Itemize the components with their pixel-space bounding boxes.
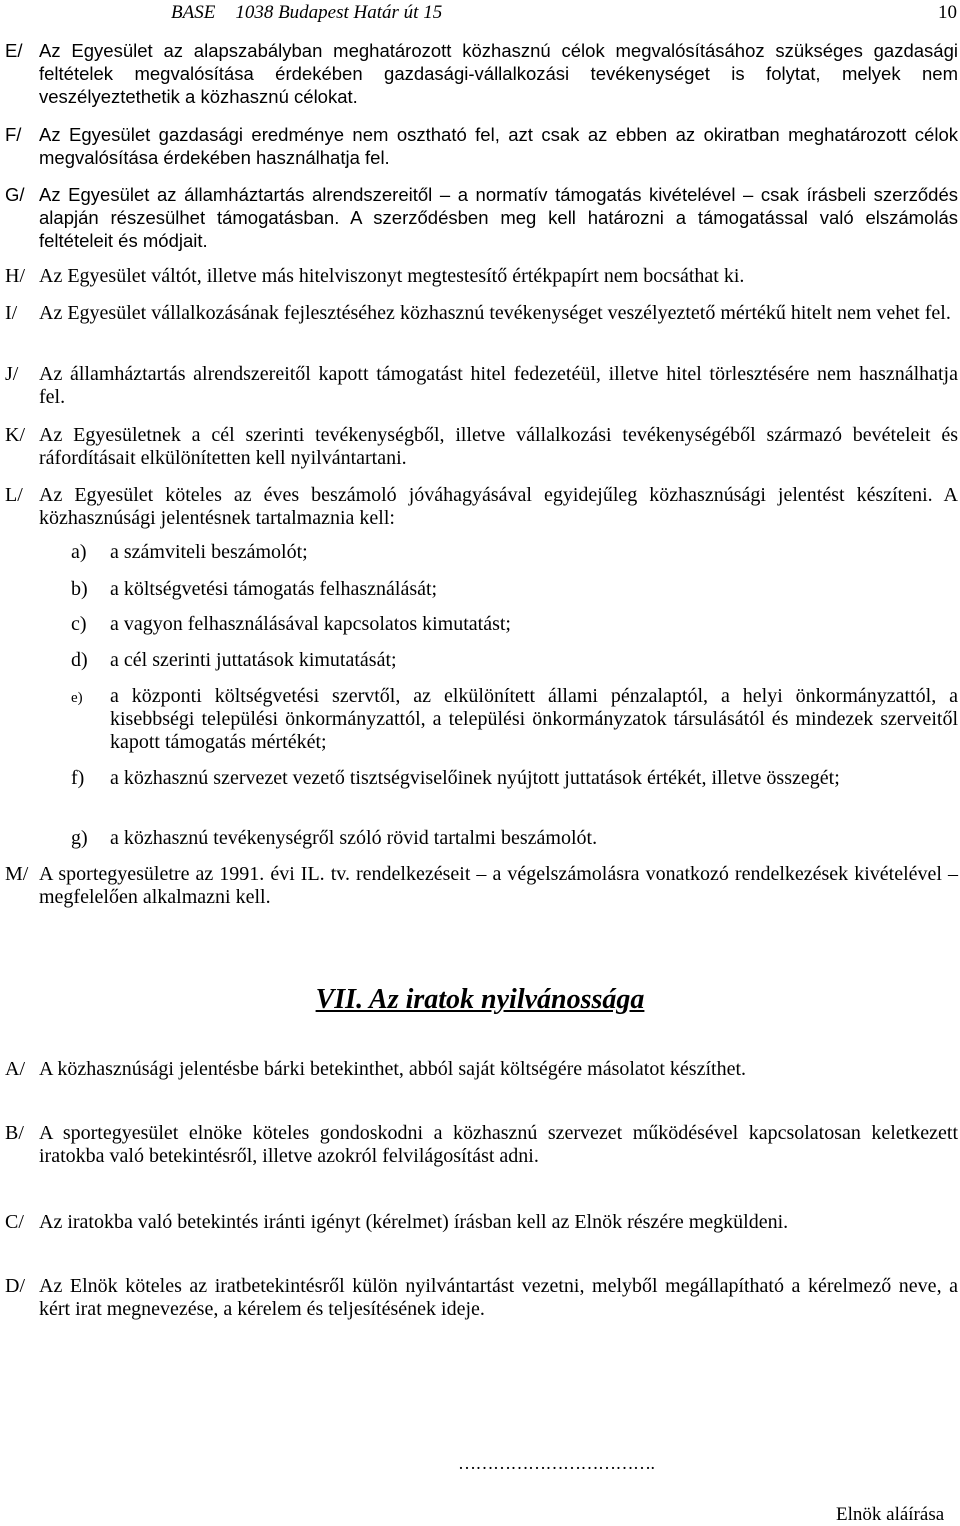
paragraph-label: A/ [5,1058,25,1080]
paragraph-text: Az Egyesület az államháztartás alrendszereitől – a normatív támogatás kivételével – csak írásbeli szerződés alapján részesülhet támogatásban. A szerződésben meg kell határozni a támogatással való elszámolás feltételeit és módjait. [39,184,958,251]
paragraph-label: C/ [5,1211,24,1233]
paragraph-label: I/ [5,302,18,324]
paragraph-label: G/ [5,184,25,205]
paragraph-label: J/ [5,363,19,385]
paragraph-text: Az Egyesület vállalkozásának fejlesztéséhez közhasznú tevékenységet veszélyeztető mértékű hitelt nem vehet fel. [39,302,951,324]
paragraph-label: F/ [5,124,22,145]
paragraph-text: A sportegyesületre az 1991. évi IL. tv. rendelkezéseit – a végelszámolásra vonatkozó rendelkezések kivételével – megfelelően alkalmazni kell. [39,863,958,908]
paragraph-text: Az iratokba való betekintés iránti igényt (kérelmet) írásban kell az Elnök részére megküldeni. [39,1211,789,1233]
list-item-text: a közhasznú szervezet vezető tisztségviselőinek nyújtott juttatások értékét, illetve összegét; [110,767,840,789]
list-item-text: a cél szerinti juttatások kimutatását; [110,649,397,671]
list-item-label: g) [71,827,88,849]
list-item-text: a központi költségvetési szervtől, az elkülönített állami pénzalaptól, a helyi önkormányzattól, a kisebbségi települési önkormányzattól, a települési önkormányzatok társulásától és mindezek szerveitől kapott támogatás mértékét; [110,685,958,753]
paragraph-text: Az Egyesület váltót, illetve más hitelviszonyt megtestesítő értékpapírt nem bocsáthat ki. [39,265,745,287]
paragraph-text: Az államháztartás alrendszereitől kapott támogatást hitel fedezetéül, illetve hitel törlesztésére nem használhatja fel. [39,363,958,408]
section-heading [0,983,960,1017]
header-org: BASE [171,2,216,23]
header-street: 1038 Budapest Határ út 15 [235,2,443,23]
paragraph-text: Az Egyesület az alapszabályban meghatározott közhasznú célok megvalósításához szükséges gazdasági feltételek megvalósítása érdekében gazdasági-vállalkozási tevékenységet is folytat, melyek nem veszélyeztethetik a közhasznú célokat. [39,40,958,107]
paragraph-label: E/ [5,40,23,61]
paragraph-text: Az Egyesületnek a cél szerinti tevékenységből, illetve vállalkozási tevékenységéből származó bevételeit és ráfordításait elkülönítetten kell nyilvántartani. [39,424,958,469]
paragraph-text: A közhasznúsági jelentésbe bárki betekinthet, abból saját költségére másolatot készíthet. [39,1058,747,1080]
paragraph-text: A sportegyesület elnöke köteles gondoskodni a közhasznú szervezet működésével kapcsolatosan keletkezett iratokba való betekintésről, illetve azokról felvilágosítást adni. [39,1122,958,1167]
list-item-label: c) [71,613,87,635]
paragraph-text: Az Elnök köteles az iratbetekintésről külön nyilvántartást vezetni, melyből megállapítható a kérelmező neve, a kért irat megnevezése, a kérelem és teljesítésének ideje. [39,1275,958,1320]
list-item-text: a számviteli beszámolót; [110,541,308,563]
paragraph-label: K/ [5,424,25,446]
paragraph-label: L/ [5,484,23,506]
list-item-text: a közhasznú tevékenységről szóló rövid tartalmi beszámolót. [110,827,598,849]
list-item-label: e) [71,690,83,706]
paragraph-label: B/ [5,1122,24,1144]
paragraph-text: Az Egyesület gazdasági eredménye nem osztható fel, azt csak az ebben az okiratban meghatározott célok megvalósítása érdekében használhatja fel. [39,124,958,168]
list-item-label: f) [71,767,85,789]
list-item-label: b) [71,578,88,600]
paragraph-label: D/ [5,1275,25,1297]
page-header [0,0,960,26]
list-item-text: a vagyon felhasználásával kapcsolatos kimutatást; [110,613,511,635]
list-item-text: a költségvetési támogatás felhasználását; [110,578,438,600]
signature-line: ……………………………. [458,1453,655,1473]
header-address [171,1,442,24]
page-number: 10 [938,2,957,23]
list-item-label: d) [71,649,88,671]
paragraph-label: M/ [5,863,29,885]
paragraph-text: Az Egyesület köteles az éves beszámoló jóváhagyásával egyidejűleg közhasznúsági jelentést készíteni. A közhasznúsági jelentésnek tartalmaznia kell: [39,484,958,529]
signature-label: Elnök aláírása [836,1504,945,1525]
section-heading-text: VII. Az iratok nyilvánossága [315,984,645,1015]
list-item-label: a) [71,541,87,563]
paragraph-label: H/ [5,265,25,287]
